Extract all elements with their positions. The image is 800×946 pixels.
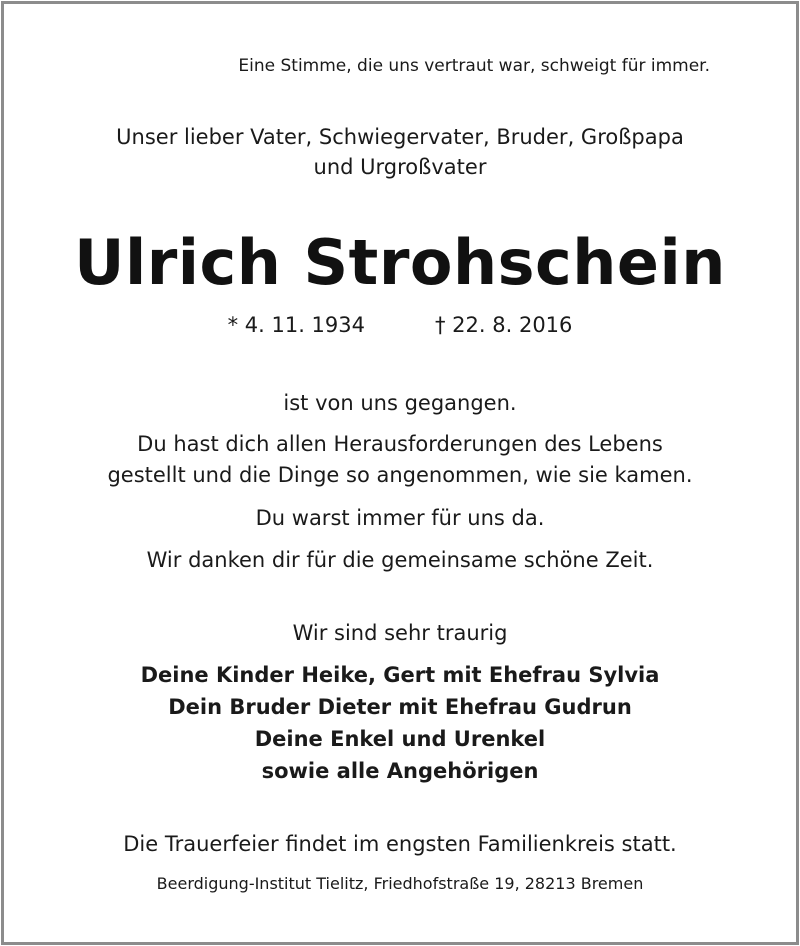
- message-line-4: Du warst immer für uns da.: [255, 506, 545, 530]
- motto: Eine Stimme, die uns vertraut war, schweigt für immer.: [238, 56, 710, 76]
- death-date: † 22. 8. 2016: [435, 313, 573, 337]
- deceased-name: Ulrich Strohschein: [74, 226, 726, 299]
- message-line-5: Wir danken dir für die gemeinsame schöne Zeit.: [146, 548, 654, 572]
- intro-line-1: Unser lieber Vater, Schwiegervater, Bruder, Großpapa: [116, 125, 684, 149]
- mourner-line-3: Deine Enkel und Urenkel: [254, 727, 546, 751]
- birth-date: * 4. 11. 1934: [227, 313, 365, 337]
- mourner-line-4: sowie alle Angehörigen: [261, 759, 539, 783]
- mourner-line-2: Dein Bruder Dieter mit Ehefrau Gudrun: [168, 695, 632, 719]
- mourners-intro: Wir sind sehr traurig: [292, 621, 508, 645]
- funeral-note: Die Trauerfeier findet im engsten Familienkreis statt.: [123, 832, 677, 856]
- life-dates: [0, 315, 800, 336]
- intro-line-2: und Urgroßvater: [313, 155, 487, 179]
- message-line-3: gestellt und die Dinge so angenommen, wie sie kamen.: [107, 463, 693, 487]
- mourner-line-1: Deine Kinder Heike, Gert mit Ehefrau Sylvia: [140, 663, 660, 687]
- message-line-1: ist von uns gegangen.: [283, 391, 517, 415]
- message-line-2: Du hast dich allen Herausforderungen des Lebens: [137, 432, 663, 456]
- undertaker-address: Beerdigung-Institut Tielitz, Friedhofstraße 19, 28213 Bremen: [156, 874, 644, 893]
